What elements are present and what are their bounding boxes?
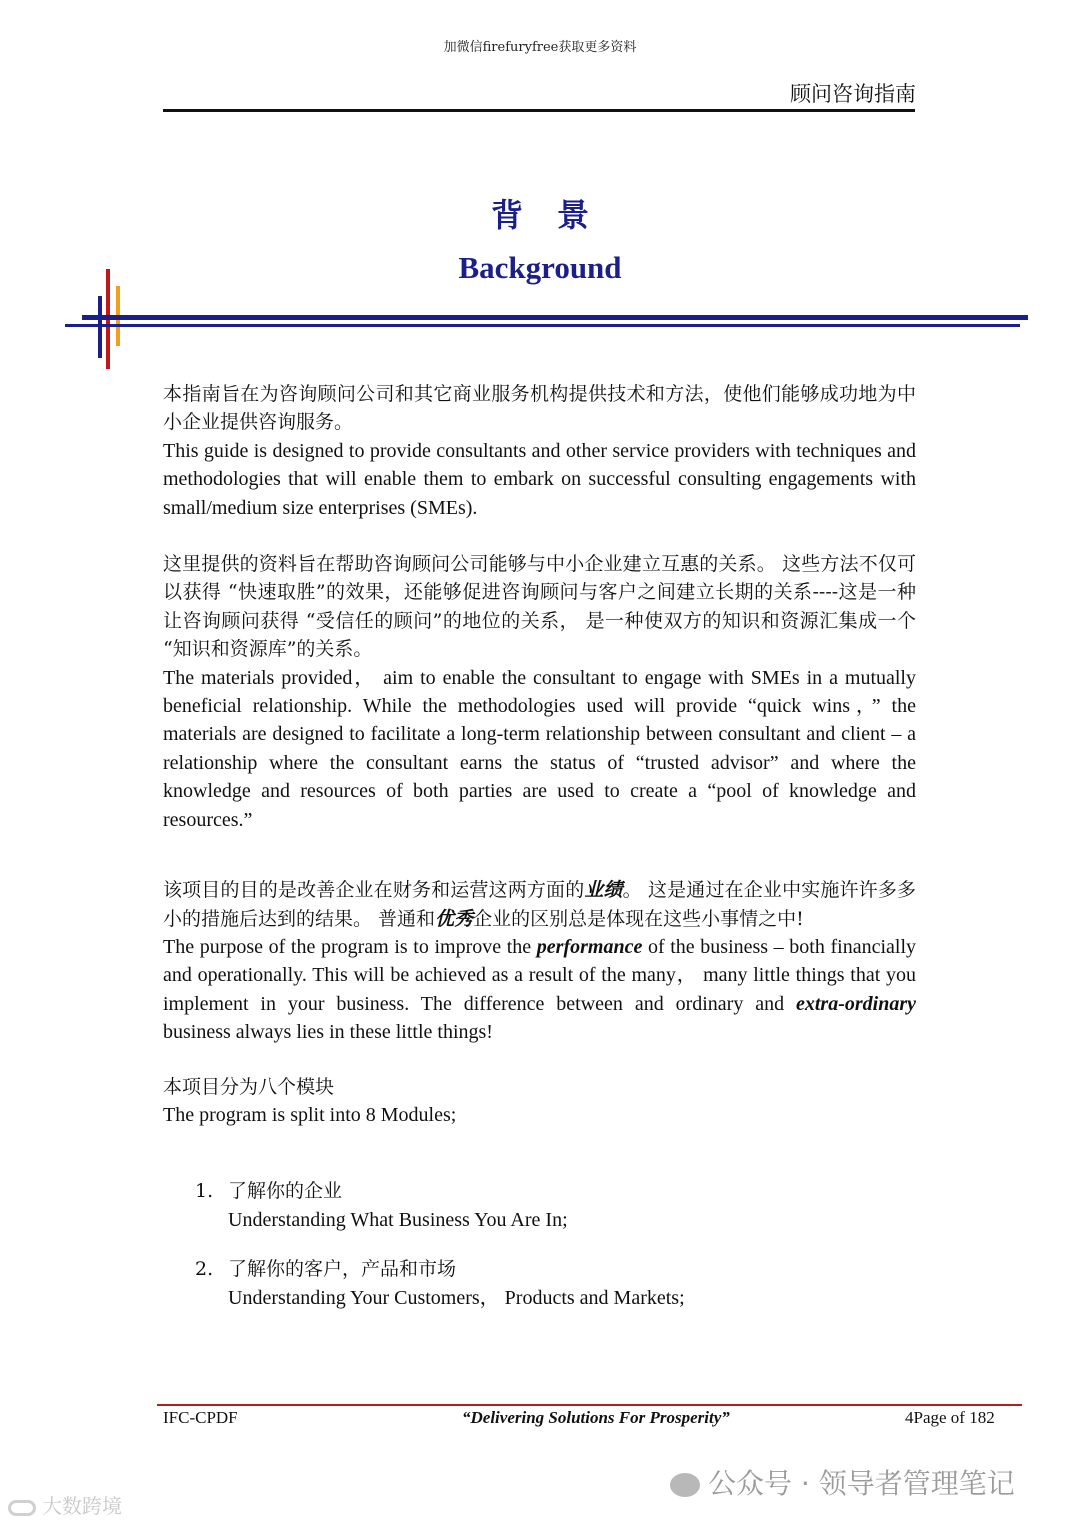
page-title-en: Background (458, 250, 622, 285)
footer-left: IFC-CPDF (163, 1408, 238, 1427)
module-number: 2. (195, 1258, 214, 1281)
modules-intro-cn: 本项目分为八个模块 (163, 1075, 335, 1098)
materials-cn: 这里提供的资料旨在帮助咨询顾问公司能够与中小企业建立互惠的关系。 这些方法不仅可以获得 “快速取胜”的效果，还能够促进咨询顾问与客户之间建立长期的关系----这是一种让咨询顾问获得 “受信任的顾问”的地位的关系， 是一种使双方的知识和资源汇集成一个 “知识和资源库”的关系。 (163, 553, 916, 661)
emphasis-excellent-cn: 优秀 (435, 907, 474, 930)
watermark-wechat: 公众号 · 领导者管理笔记 (670, 1462, 1015, 1502)
purpose-en: The purpose of the program is to improve the performance of the business – both financially and operationally. This will be achieved as a result of the many， many little things that you implement in your business. The difference between and ordinary and extra-ordinary business always lies in these little things! (163, 935, 916, 1044)
top-note: 加微信firefuryfree获取更多资料 (443, 40, 637, 55)
module-title-cn: 了解你的客户，产品和市场 (228, 1258, 457, 1281)
blue-horizontal-rule-thick (82, 315, 1028, 320)
materials-en: The materials provided， aim to enable the consultant to engage with SMEs in a mutually beneficial relationship. While the methodologies used will provide “quick wins，” the materials are designed to facilitate a long-term relationship between consultant and client – a relationship where the consultant earns the status of “trusted advisor” and where the knowledge and resources of both parties are used to create a “pool of knowledge and resources.” (163, 666, 916, 831)
decorative-cross-rule (0, 260, 1080, 380)
page-title-cn: 背景 (490, 196, 623, 234)
purpose-cn: 该项目的目的是改善企业在财务和运营这两方面的业绩。 这是通过在企业中实施许许多多小的措施后达到的结果。 普通和优秀企业的区别总是体现在这些小事情之中! (163, 879, 916, 930)
modules-intro-en: The program is split into 8 Modules; (163, 1103, 457, 1126)
footer-rule (157, 1404, 1022, 1406)
emphasis-performance-en: performance (536, 935, 643, 958)
link-icon (8, 1500, 36, 1516)
emphasis-performance-cn: 业绩 (584, 879, 623, 902)
module-number: 1. (195, 1180, 214, 1203)
body-content (163, 380, 916, 1333)
module-list (163, 1177, 916, 1312)
page-number: 4Page of 182 (905, 1408, 995, 1427)
watermark-left: 大数跨境 (8, 1490, 122, 1519)
blue-horizontal-rule-thin (65, 324, 1020, 327)
list-item (163, 1255, 916, 1312)
intro-cn: 本指南旨在为咨询顾问公司和其它商业服务机构提供技术和方法，使他们能够成功地为中小企业提供咨询服务。 (163, 383, 916, 434)
emphasis-extraordinary-en: extra-ordinary (796, 992, 916, 1015)
module-title-en: Understanding Your Customers， Products and Markets; (228, 1286, 685, 1309)
footer-tagline: “Delivering Solutions For Prosperity” (462, 1408, 730, 1427)
module-title-en: Understanding What Business You Are In; (228, 1208, 568, 1231)
wechat-icon (670, 1473, 700, 1497)
intro-en: This guide is designed to provide consultants and other service providers with techniques and methodologies that will enable them to embark on successful consulting engagements with small/medium size enterprises (SMEs). (163, 439, 916, 519)
header-title: 顾问咨询指南 (790, 82, 916, 106)
list-item (163, 1177, 916, 1234)
header-rule (163, 109, 915, 112)
module-title-cn: 了解你的企业 (228, 1180, 343, 1203)
